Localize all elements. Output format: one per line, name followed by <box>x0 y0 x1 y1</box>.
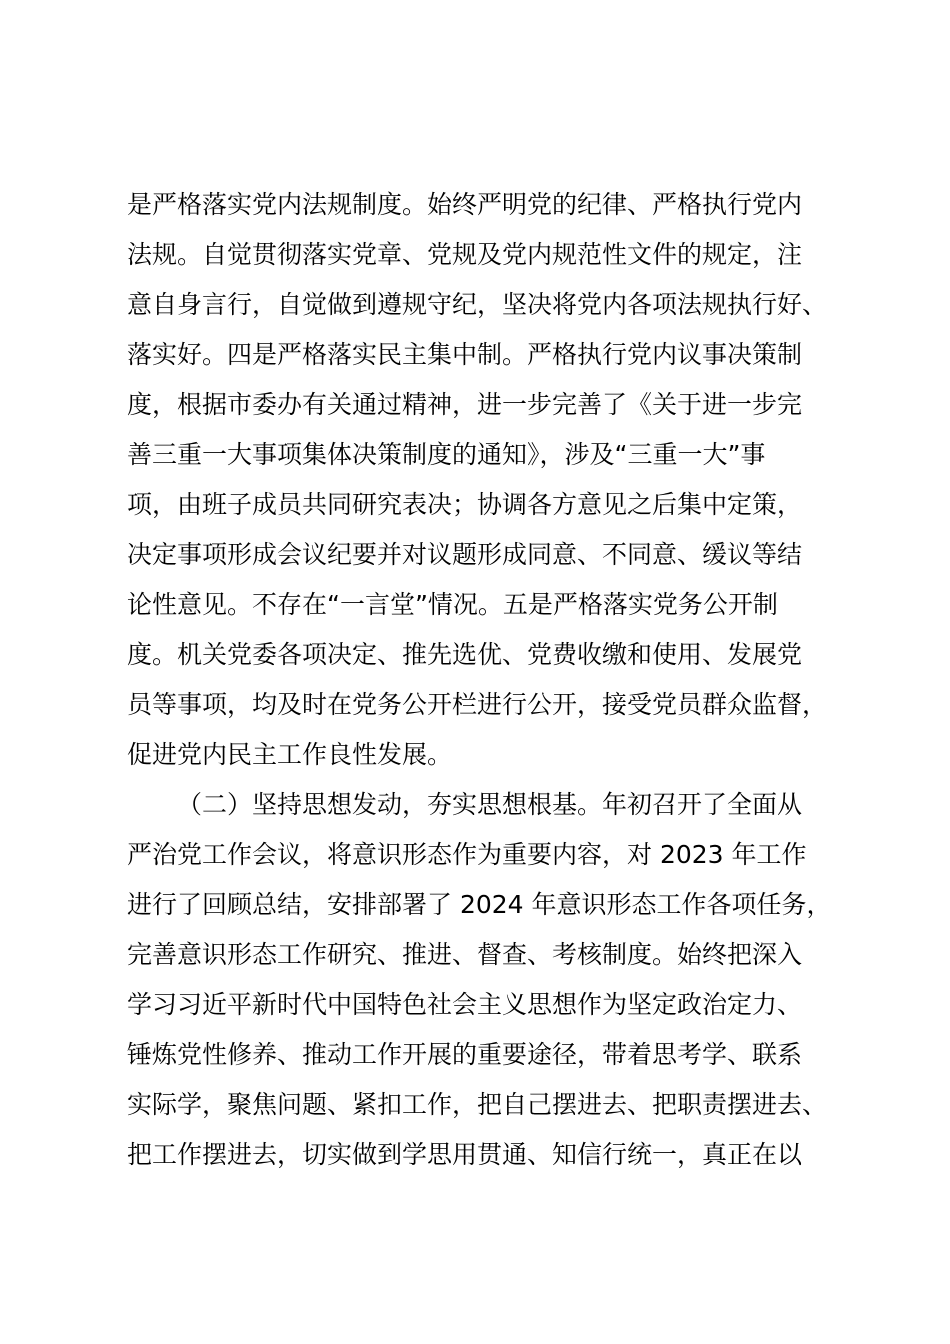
text-line-5: 度，根据市委办有关通过精神，进一步完善了《关于进一步完 <box>127 390 803 419</box>
text-line-18: 锤炼党性修养、推动工作开展的重要途径，带着思考学、联系 <box>127 1040 803 1069</box>
text-line-13: （二）坚持思想发动，夯实思想根基。年初召开了全面从 <box>177 790 803 819</box>
text-line-1: 是严格落实党内法规制度。始终严明党的纪律、严格执行党内 <box>127 190 803 219</box>
text-line-14: 严治党工作会议，将意识形态作为重要内容，对 2023 年工作 <box>127 840 807 869</box>
text-line-15: 进行了回顾总结，安排部署了 2024 年意识形态工作各项任务， <box>127 890 832 919</box>
text-line-3: 意自身言行，自觉做到遵规守纪，坚决将党内各项法规执行好、 <box>127 290 828 319</box>
text-line-2: 法规。自觉贯彻落实党章、党规及党内规范性文件的规定，注 <box>127 240 803 269</box>
text-line-9: 论性意见。不存在“一言堂”情况。五是严格落实党务公开制 <box>127 590 778 619</box>
body-text <box>127 180 862 1180</box>
text-line-4: 落实好。四是严格落实民主集中制。严格执行党内议事决策制 <box>127 340 803 369</box>
text-line-8: 决定事项形成会议纪要并对议题形成同意、不同意、缓议等结 <box>127 540 803 569</box>
text-line-6: 善三重一大事项集体决策制度的通知》，涉及“三重一大”事 <box>127 440 766 469</box>
text-line-20: 把工作摆进去，切实做到学思用贯通、知信行统一，真正在以 <box>127 1140 803 1169</box>
text-line-17: 学习习近平新时代中国特色社会主义思想作为坚定政治定力、 <box>127 990 803 1019</box>
text-line-16: 完善意识形态工作研究、推进、督查、考核制度。始终把深入 <box>127 940 803 969</box>
text-line-12: 促进党内民主工作良性发展。 <box>127 740 453 769</box>
text-line-11: 员等事项，均及时在党务公开栏进行公开，接受党员群众监督， <box>127 690 828 719</box>
text-line-19: 实际学，聚焦问题、紧扣工作，把自己摆进去、把职责摆进去、 <box>127 1090 828 1119</box>
text-line-10: 度。机关党委各项决定、推先选优、党费收缴和使用、发展党 <box>127 640 803 669</box>
text-line-7: 项，由班子成员共同研究表决；协调各方意见之后集中定策， <box>127 490 803 519</box>
